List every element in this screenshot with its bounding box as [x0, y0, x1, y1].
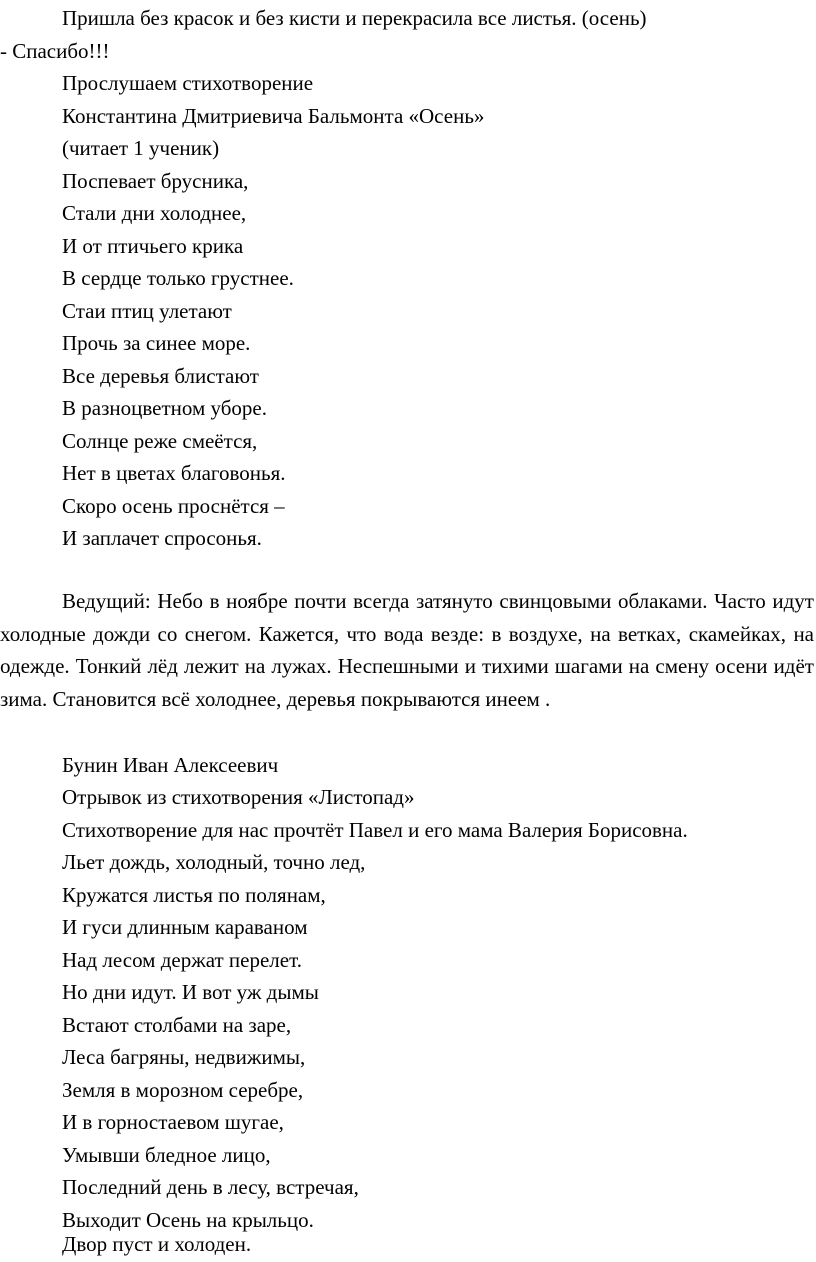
poem-line: Стаи птиц улетают [62, 299, 232, 323]
poem-line: В сердце только грустнее. [62, 266, 294, 290]
poem-line: Последний день в лесу, встречая, [62, 1175, 359, 1199]
poem-line: Кружатся листья по полянам, [62, 883, 326, 907]
poem-line: Скоро осень проснётся – [62, 494, 285, 518]
poem-line: И от птичьего крика [62, 234, 244, 258]
text-line: - Спасибо!!! [0, 39, 110, 63]
poem-line: Двор пуст и холоден. [62, 1232, 252, 1256]
poem-line: Умывши бледное лицо, [62, 1143, 271, 1167]
poem-line: Но дни идут. И вот уж дымы [62, 980, 319, 1004]
poem-line: Солнце реже смеётся, [62, 429, 258, 453]
poem-line: И гуси длинным караваном [62, 915, 308, 939]
poem-line: Все деревья блистают [62, 364, 259, 388]
poem-line: Леса багряны, недвижимы, [62, 1045, 306, 1069]
poem-line: Поспевает брусника, [62, 169, 249, 193]
poem-line: И заплачет спросонья. [62, 526, 262, 550]
poem-line: Стали дни холоднее, [62, 201, 247, 225]
text-line: Стихотворение для нас прочтёт Павел и его мама Валерия Борисовна. [62, 818, 688, 842]
poem-line: Прочь за синее море. [62, 331, 251, 355]
poem-line: И в горностаевом шугае, [62, 1110, 284, 1134]
poem-line: Выходит Осень на крыльцо. [62, 1208, 314, 1232]
author-line: Бунин Иван Алексеевич [62, 753, 279, 777]
text-line: Константина Дмитриевича Бальмонта «Осень» [62, 104, 485, 128]
poem-line: Земля в морозном серебре, [62, 1078, 304, 1102]
text-line: Пришла без красок и без кисти и перекрасила все листья. (осень) [62, 6, 647, 30]
poem-line: Над лесом держат перелет. [62, 948, 302, 972]
text-line: (читает 1 ученик) [62, 136, 220, 160]
poem-line: Встают столбами на заре, [62, 1013, 292, 1037]
host-paragraph: Ведущий: Небо в ноябре почти всегда затянуто свинцовыми облаками. Часто идут холодные дожди со снегом. Кажется, что вода везде: в воздухе, на ветках, скамейках, на одежде. Тонкий лёд лежит на лужах. Неспешными и тихими шагами на смену осени идёт зима. Становится всё холоднее, деревья покрываются инеем . [0, 589, 814, 711]
poem-line: В разноцветном уборе. [62, 396, 267, 420]
poem-line: Льет дождь, холодный, точно лед, [62, 850, 366, 874]
text-line: Отрывок из стихотворения «Листопад» [62, 785, 415, 809]
poem-line: Нет в цветах благовонья. [62, 461, 286, 485]
text-line: Прослушаем стихотворение [62, 71, 314, 95]
